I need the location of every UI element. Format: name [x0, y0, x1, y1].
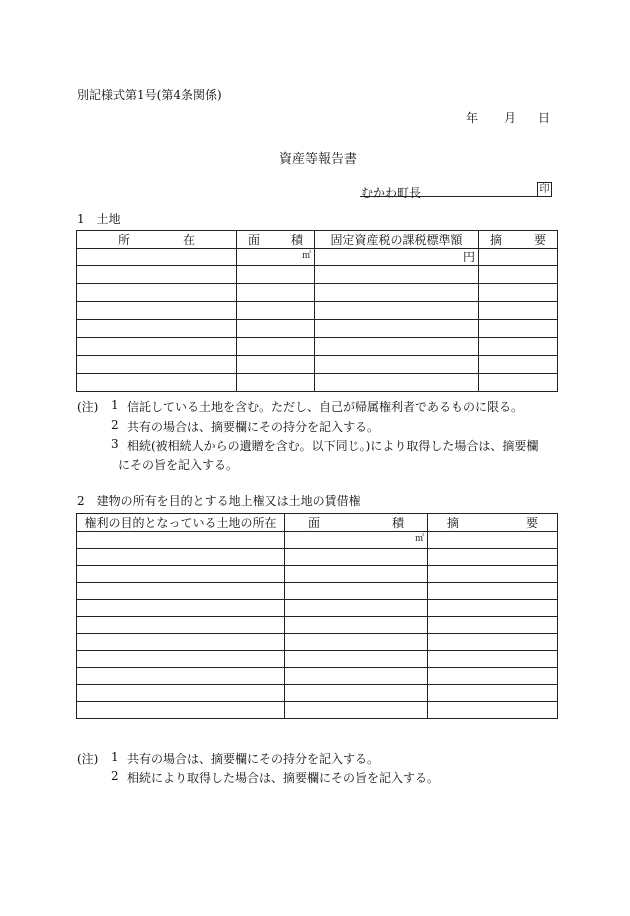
note-number: 2: [111, 418, 119, 432]
table-row: [77, 566, 558, 583]
note-prefix: (注): [77, 400, 99, 414]
table-row: [77, 374, 558, 392]
form-label: 別記様式第1号(第4条関係): [77, 88, 222, 102]
note-text: 相続により取得した場合は、摘要欄にその旨を記入する。: [127, 771, 440, 785]
section2-heading: 2 建物の所有を目的とする地上権又は土地の賃借権: [77, 494, 361, 508]
note-text: 相続(被相続人からの遺贈を含む。以下同じ。)により取得した場合は、摘要欄: [127, 439, 539, 453]
date-month-label: 月: [504, 111, 517, 125]
signatory-label: むかわ町長: [361, 186, 422, 200]
land-table-header: [77, 231, 558, 249]
document-title: 資産等報告書: [279, 152, 358, 167]
note-continuation: にその旨を記入する。: [118, 458, 239, 472]
table-row: [77, 549, 558, 566]
table-row: [77, 685, 558, 702]
section1-heading: 1 土地: [77, 212, 121, 226]
col-remarks: 摘 要: [428, 514, 558, 532]
col-area: 面 積: [237, 231, 315, 249]
table-row: [77, 356, 558, 374]
table-row: [77, 532, 558, 549]
signature-line: [360, 196, 551, 197]
table-row: [77, 634, 558, 651]
date-day-label: 日: [538, 111, 551, 125]
date-year-label: 年: [466, 111, 479, 125]
note-number: 1: [111, 750, 119, 764]
table-row: [77, 651, 558, 668]
col-area: 面 積: [285, 514, 428, 532]
yen-unit[interactable]: 円: [315, 249, 479, 266]
col-location: 所 在: [77, 231, 237, 249]
note-number: 1: [111, 398, 119, 412]
table-row: [77, 284, 558, 302]
table-row: [77, 600, 558, 617]
table-row: [77, 668, 558, 685]
leasehold-table: [76, 513, 558, 719]
col-tax-base: 固定資産税の課税標準額: [315, 231, 479, 249]
table-row: [77, 266, 558, 284]
col-land-location: 権利の目的となっている土地の所在: [77, 514, 285, 532]
area-unit[interactable]: ㎡: [237, 249, 315, 266]
note-text: 信託している土地を含む。ただし、自己が帰属権利者であるものに限る。: [127, 400, 524, 414]
note-text: 共有の場合は、摘要欄にその持分を記入する。: [127, 752, 380, 766]
table-row: [77, 320, 558, 338]
area-unit[interactable]: ㎡: [285, 532, 428, 549]
note-number: 3: [111, 437, 119, 451]
note-number: 2: [111, 769, 119, 783]
table-row: [77, 338, 558, 356]
table-row: [77, 702, 558, 719]
note-prefix: (注): [77, 752, 99, 766]
table-row: [77, 302, 558, 320]
table-row: [77, 583, 558, 600]
land-table: [76, 230, 558, 392]
leasehold-table-header: [77, 514, 558, 532]
table-row: [77, 617, 558, 634]
seal-mark: 印: [537, 182, 552, 197]
col-remarks: 摘 要: [479, 231, 558, 249]
note-text: 共有の場合は、摘要欄にその持分を記入する。: [127, 420, 380, 434]
table-row: [77, 249, 558, 266]
